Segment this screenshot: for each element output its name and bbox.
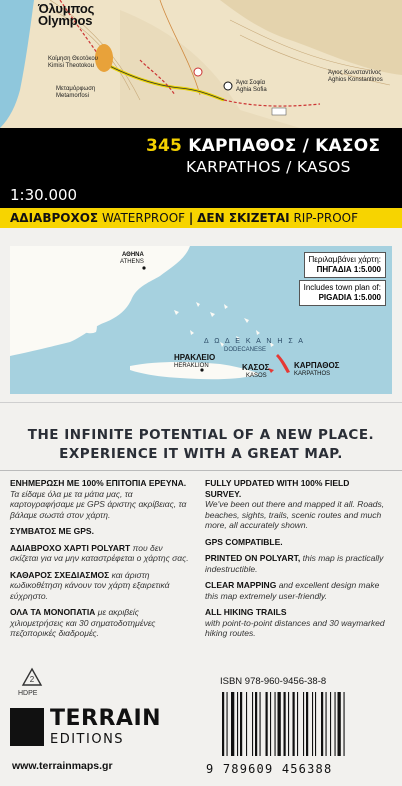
- town-label-en: Olympos: [38, 13, 93, 28]
- feature-item: ALL HIKING TRAILS with point-to-point distances and 30 waymarked hiking routes.: [205, 607, 385, 638]
- place-label: Κοίμηση Θεοτόκου Kimisi Theotokou: [48, 56, 98, 69]
- inset-label-karpathos-en: KARPATHOS: [294, 371, 331, 377]
- barcode-bar: [275, 692, 276, 756]
- feature-item: ΣΥΜΒΑΤΟΣ ΜΕ GPS.: [10, 526, 94, 536]
- barcode-bar: [237, 692, 238, 756]
- barcode-bar: [306, 692, 308, 756]
- barcode-bar: [293, 692, 295, 756]
- place-label: Άγιος Κωνσταντίνος Aghios Konstantinos: [328, 70, 383, 83]
- map-scale: 1:30.000: [10, 186, 78, 204]
- barcode-bar: [297, 692, 298, 756]
- feature-item: PRINTED ON POLYART, this map is practically indestructible.: [205, 553, 384, 574]
- barcode-bar: [270, 692, 271, 756]
- feature-item: ΚΑΘΑΡΟΣ ΣΧΕΔΙΑΣΜΟΣ και άριστη κωδικοθέτηση κάνουν τον χάρτη εξαιρετικά εύχρηστο.: [10, 569, 170, 601]
- barcode-bar: [321, 692, 323, 756]
- terrain-logo: [10, 706, 162, 752]
- barcode-bar: [278, 692, 281, 756]
- barcode-bar: [303, 692, 304, 756]
- recycle-code: 2: [29, 675, 35, 684]
- place-label: Άγια Σοφία Aghia Sofia: [236, 80, 267, 93]
- map-number: 345: [146, 136, 183, 156]
- recycle-label: HDPE: [18, 690, 38, 697]
- barcode-bar: [330, 692, 331, 756]
- inset-label-athens-gr: ΑΘΗΝΑ: [122, 252, 144, 258]
- barcode-bar: [338, 692, 341, 756]
- inset-label-karpathos-gr: ΚΑΡΠΑΘΟΣ: [294, 361, 340, 370]
- barcode-bar: [260, 692, 261, 756]
- barcode-bar: [312, 692, 313, 756]
- barcode: [220, 692, 390, 756]
- features-english: [205, 478, 385, 645]
- inset-label-kasos-en: KASOS: [246, 373, 267, 379]
- inset-label-dodecanese-en: DODECANESE: [224, 347, 267, 353]
- barcode-bar: [227, 692, 228, 756]
- barcode-bar: [231, 692, 234, 756]
- barcode-bar: [344, 692, 345, 756]
- inset-label-athens-en: ATHENS: [120, 259, 144, 265]
- feature-item: GPS COMPATIBLE.: [205, 536, 283, 547]
- recycle-icon: [20, 666, 44, 690]
- map-title-greek: 345 ΚΑΡΠΑΘΟΣ / ΚΑΣΟΣ: [146, 136, 381, 156]
- feature-item: ΟΛΑ ΤΑ ΜΟΝΟΠΑΤΙΑ με ακριβείς χιλιομετρήσεις και 30 σηματοδοτημένες πεζοπορικές διαδρομές.: [10, 607, 156, 638]
- place-label: Μεταμόρφωση Metamorfosi: [56, 86, 96, 99]
- barcode-digits: 9 789609 456388: [206, 762, 333, 776]
- map-title-english: KARPATHOS / KASOS: [186, 158, 351, 176]
- barcode-bar: [246, 692, 247, 756]
- town-plan-box-gr: Περιλαμβάνει χάρτη: ΠΗΓΑΔΙΑ 1:5.000: [304, 252, 386, 278]
- barcode-bar: [284, 692, 286, 756]
- website-url: www.terrainmaps.gr: [12, 760, 113, 772]
- barcode-bar: [288, 692, 289, 756]
- barcode-bar: [222, 692, 224, 756]
- slogan: THE INFINITE POTENTIAL OF A NEW PLACE. EXPERIENCE IT WITH A GREAT MAP.: [27, 427, 375, 462]
- town-plan-box-en: Includes town plan of: PIGADIA 1:5.000: [299, 280, 386, 306]
- barcode-bar: [252, 692, 253, 756]
- waterproof-strip: ΑΔΙΑΒΡΟΧΟΣ WATERPROOF | ΔΕΝ ΣΚΙΖΕΤΑΙ RIP-PROOF: [0, 208, 402, 228]
- isbn: ISBN 978-960-9456-38-8: [220, 676, 327, 687]
- location-inset-map: [10, 246, 392, 394]
- barcode-bar: [326, 692, 327, 756]
- feature-item: ΕΝΗΜΕΡΩΣΗ ΜΕ 100% ΕΠΙΤΟΠΙΑ ΕΡΕΥΝΑ. Τα είδαμε όλα με τα μάτια μας, τα καρτογραφήσαμε με GPS άριστης ακρίβειας, τα βάλαμε σωστά στον χάρτη.: [10, 478, 187, 520]
- town-label-gr: Όλυμπος: [38, 1, 95, 16]
- inset-label-dodecanese-gr: Δ Ω Δ Ε Κ Α Ν Η Σ Α: [204, 338, 305, 345]
- inset-label-kasos-gr: ΚΑΣΟΣ: [242, 363, 270, 372]
- barcode-bar: [266, 692, 268, 756]
- barcode-bar: [255, 692, 257, 756]
- brand-name: TERRAIN: [50, 706, 162, 731]
- feature-item: ΑΔΙΑΒΡΟΧΟ ΧΑΡΤΙ POLYART που δεν σκίζεται για να μην καταστρέφεται ο χάρτης σας.: [10, 542, 189, 563]
- feature-item: FULLY UPDATED WITH 100% FIELD SURVEY. We've been out there and mapped it all. Roads, beaches, sights, trails, scenic routes and much more, all accurately shown.: [205, 478, 385, 530]
- features-greek: [10, 478, 190, 645]
- logo-mark-icon: [10, 708, 44, 746]
- barcode-bar: [240, 692, 242, 756]
- divider: [0, 402, 402, 403]
- topographic-map: [0, 0, 402, 128]
- barcode-bar: [335, 692, 336, 756]
- inset-label-heraklion-gr: ΗΡΑΚΛΕΙΟ: [174, 353, 216, 362]
- inset-label-heraklion-en: HERAKLION: [174, 363, 209, 369]
- barcode-bar: [315, 692, 316, 756]
- brand-sub: EDITIONS: [50, 732, 125, 747]
- divider: [0, 470, 402, 471]
- feature-item: CLEAR MAPPING and excellent design make this map extremely user-friendly.: [205, 580, 380, 601]
